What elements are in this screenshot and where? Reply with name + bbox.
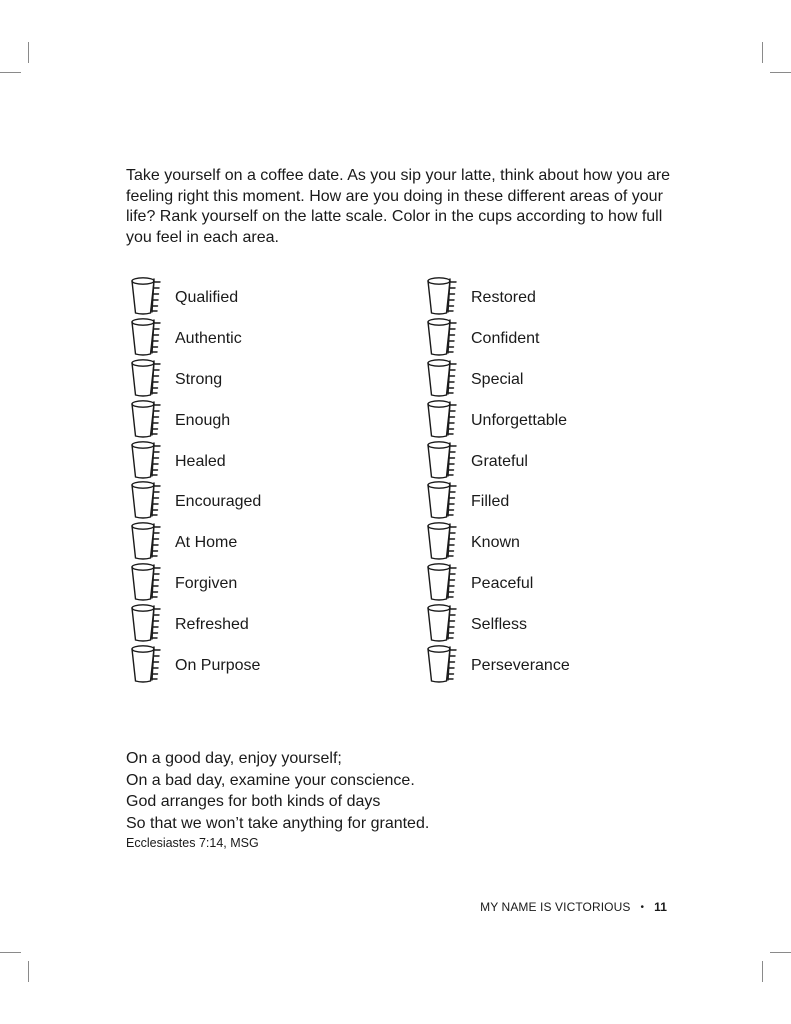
latte-scale-label: Qualified [175, 289, 239, 307]
latte-scale-label: Unforgettable [471, 411, 568, 429]
latte-cup-icon[interactable] [426, 276, 462, 316]
verse-line: God arranges for both kinds of days [126, 793, 381, 810]
verse-line: So that we won’t take anything for granted. [126, 814, 430, 832]
crop-mark [28, 961, 29, 982]
latte-scale-label: Strong [175, 370, 223, 388]
left-column-list [130, 276, 261, 684]
latte-scale-item [426, 643, 570, 684]
latte-scale-label: Peaceful [471, 574, 534, 592]
crop-mark [770, 952, 791, 953]
latte-scale-label: Authentic [175, 330, 242, 348]
latte-scale-item [426, 439, 570, 480]
latte-cup-icon[interactable] [426, 440, 462, 480]
latte-scale-label: Special [471, 370, 524, 388]
latte-cup-icon[interactable] [130, 562, 166, 602]
latte-cup-icon[interactable] [130, 644, 166, 684]
latte-scale-label: Known [471, 534, 520, 552]
latte-scale-label: Refreshed [175, 615, 249, 633]
latte-cup-icon[interactable] [130, 276, 166, 316]
latte-scale-item [426, 317, 570, 358]
intro-paragraph: Take yourself on a coffee date. As you sip your latte, think about how you are feeling right this moment. How are you doing in these different areas of your life? Rank yourself on the latte scale. Color in the cups according to how full you feel in each area. [126, 167, 671, 246]
latte-cup-icon[interactable] [426, 399, 462, 439]
latte-cup-icon[interactable] [426, 521, 462, 561]
latte-scale-item [426, 521, 570, 562]
verse-citation: Ecclesiastes 7:14, MSG [126, 836, 259, 850]
latte-scale-label: Enough [175, 411, 231, 429]
latte-scale-item [130, 521, 261, 562]
crop-mark [28, 42, 29, 63]
latte-cup-icon[interactable] [426, 562, 462, 602]
latte-scale-item [130, 358, 261, 399]
page-footer [480, 900, 667, 914]
latte-scale-label: Grateful [471, 452, 528, 470]
crop-mark [770, 72, 791, 73]
latte-cup-icon[interactable] [130, 521, 166, 561]
latte-scale-label: Healed [175, 452, 226, 470]
verse-line: On a bad day, examine your conscience. [126, 771, 415, 789]
latte-scale-item [130, 643, 261, 684]
footer-separator: • [640, 901, 645, 913]
page-number: 11 [654, 900, 667, 914]
crop-mark [0, 72, 21, 73]
latte-cup-icon[interactable] [130, 358, 166, 398]
latte-scale-item [426, 480, 570, 521]
latte-scale-label: Restored [471, 289, 536, 307]
latte-scale-label: Confident [471, 330, 540, 348]
latte-cup-icon[interactable] [130, 399, 166, 439]
latte-cup-icon[interactable] [426, 358, 462, 398]
crop-mark [762, 42, 763, 63]
book-title: MY NAME IS VICTORIOUS [480, 900, 631, 914]
crop-mark [762, 961, 763, 982]
latte-scale-label: Perseverance [471, 656, 570, 674]
latte-scale-label: Filled [471, 493, 510, 511]
crop-mark [0, 952, 21, 953]
latte-scale-item [130, 398, 261, 439]
latte-scale-item [130, 276, 261, 317]
right-column-list [426, 276, 570, 684]
latte-cup-icon[interactable] [426, 317, 462, 357]
latte-scale-item [130, 562, 261, 603]
latte-scale-label: At Home [175, 534, 238, 552]
scripture-verse [126, 748, 429, 834]
latte-cup-icon[interactable] [130, 440, 166, 480]
latte-cup-icon[interactable] [426, 480, 462, 520]
latte-cup-icon[interactable] [426, 603, 462, 643]
latte-scale-label: On Purpose [175, 656, 261, 674]
latte-scale-label: Selfless [471, 615, 528, 633]
latte-cup-icon[interactable] [130, 480, 166, 520]
latte-scale-item [130, 602, 261, 643]
latte-scale-item [130, 480, 261, 521]
verse-line: On a good day, enjoy yourself; [126, 750, 342, 767]
latte-scale-item [426, 562, 570, 603]
latte-scale-label: Forgiven [175, 574, 238, 592]
latte-scale-item [130, 317, 261, 358]
latte-cup-icon[interactable] [130, 317, 166, 357]
latte-scale-label: Encouraged [175, 493, 262, 511]
latte-scale-item [426, 276, 570, 317]
latte-scale-item [426, 398, 570, 439]
latte-cup-icon[interactable] [130, 603, 166, 643]
latte-scale-item [130, 439, 261, 480]
latte-cup-icon[interactable] [426, 644, 462, 684]
latte-scale-item [426, 358, 570, 399]
latte-scale-item [426, 602, 570, 643]
